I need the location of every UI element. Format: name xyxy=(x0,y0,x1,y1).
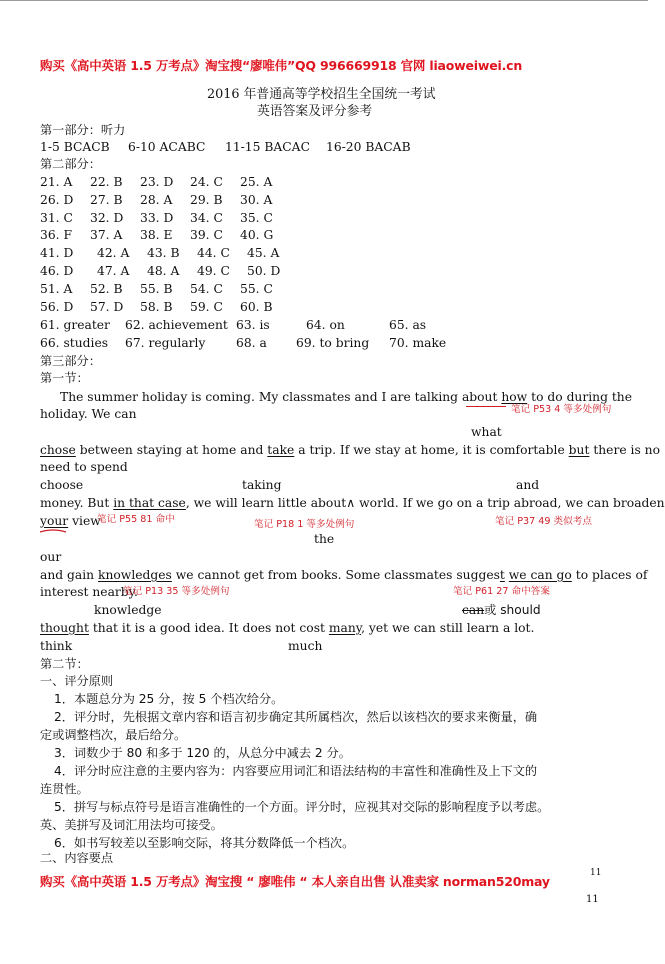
answer-cell: 26. D xyxy=(40,192,74,207)
answer-cell: 31. C xyxy=(40,210,73,225)
note-annotation: 笔记 P37 49 类似考点 xyxy=(495,516,592,527)
error-take: take xyxy=(267,443,295,457)
answer-cell: 51. A xyxy=(40,281,73,296)
answer-cell: 40. G xyxy=(240,228,274,243)
note-annotation: 笔记 P55 81 命中 xyxy=(97,514,175,525)
note-annotation: 笔记 P61 27 命中答案 xyxy=(453,586,550,597)
answer-cell: 52. B xyxy=(90,281,123,296)
error-many: many xyxy=(328,621,362,635)
fill-answer-cell: 69. to bring xyxy=(296,336,370,350)
correction-word: knowledge xyxy=(94,603,162,617)
answer-cell: 33. D xyxy=(140,210,174,225)
correction-word: much xyxy=(288,639,323,653)
red-underline xyxy=(466,406,506,407)
page-number-superscript: 11 xyxy=(590,868,602,878)
answer-cell: 44. C xyxy=(197,246,230,261)
note-annotation: 笔记 P53 4 等多处例句 xyxy=(511,404,612,415)
essay-line: and gain knowledges we cannot get from books. Some classmates suggest we can go to places of xyxy=(40,568,648,582)
essay-line: chose between staying at home and take a trip. If we stay at home, it is comfortable but there is no xyxy=(40,443,660,457)
answer-cell: 48. A xyxy=(147,264,180,278)
answer-cell: 46. D xyxy=(40,264,74,278)
essay-line: money. But in that case, we will learn little about∧ world. If we go on a trip abroad, we can broaden xyxy=(40,496,665,510)
note-annotation: 笔记 P13 35 等多处例句 xyxy=(123,586,230,597)
answer-cell: 23. D xyxy=(140,175,174,189)
answer-cell: 43. B xyxy=(147,246,180,261)
error-knowledges: knowledges xyxy=(98,568,172,582)
section1-heading: 第一节： xyxy=(40,371,89,385)
part2-heading: 第二部分： xyxy=(40,157,101,171)
answer-cell: 34. C xyxy=(190,210,223,225)
answer-cell: 58. B xyxy=(140,299,173,314)
principle-line: 6．如书写较差以至影响交际，将其分数降低一个档次。 xyxy=(54,836,355,850)
error-how: how xyxy=(501,390,528,404)
error-in-that-case: in that case xyxy=(113,496,186,510)
answer-cell: 32. D xyxy=(90,210,124,225)
essay-line: thought that it is a good idea. It does not cost many, yet we can still learn a lot. xyxy=(40,621,535,635)
red-underline xyxy=(38,527,68,535)
answer-cell: 28. A xyxy=(140,192,173,207)
part3-heading: 第三部分： xyxy=(40,354,101,368)
answer-cell: 60. B xyxy=(240,299,273,314)
essay-line: holiday. We can xyxy=(40,407,137,421)
fill-answer-cell: 65. as xyxy=(389,318,427,332)
part1-answers xyxy=(40,139,440,155)
correction-word: can或 should xyxy=(462,603,541,617)
principle-line: 定或调整档次，最后给分。 xyxy=(40,728,187,742)
fill-answer-cell: 68. a xyxy=(236,336,267,350)
fill-answer-cell: 66. studies xyxy=(40,336,109,350)
answer-cell: 56. D xyxy=(40,299,74,314)
top-banner: 购买《高中英语 1.5 万考点》淘宝搜“廖唯伟”QQ 996669918 官网 liaoweiwei.cn xyxy=(40,58,523,73)
bottom-banner: 购买《高中英语 1.5 万考点》淘宝搜 “ 廖唯伟 “ 本人亲自出售 认准卖家 norman520may xyxy=(40,874,550,889)
page-number: 11 xyxy=(586,894,599,905)
answer-cell: 42. A xyxy=(97,246,130,261)
fill-answer-cell: 64. on xyxy=(306,318,345,332)
answer-cell: 24. C xyxy=(190,175,223,189)
principle-line: 2．评分时，先根据文章内容和语言初步确定其所属档次，然后以该档次的要求来衡量，确 xyxy=(54,710,538,724)
exam-title: 2016 年普通高等学校招生全国统一考试 xyxy=(207,87,436,102)
fill-answer-cell: 62. achievement xyxy=(125,318,228,332)
essay-line: The summer holiday is coming. My classmates and I are talking about how to do during the xyxy=(60,390,633,404)
answer-cell: 55. B xyxy=(140,281,173,296)
insert-caret: ∧ xyxy=(346,496,356,510)
listening-answer: 16-20 BACAB xyxy=(326,140,411,154)
answer-cell: 22. B xyxy=(90,175,123,189)
answer-cell: 59. C xyxy=(190,299,223,314)
answer-cell: 30. A xyxy=(240,192,273,207)
listening-answer: 6-10 ACABC xyxy=(128,140,206,154)
listening-answer: 1-5 BCACB xyxy=(40,140,110,154)
error-but: but xyxy=(568,443,590,457)
answer-key-title: 英语答案及评分参考 xyxy=(257,104,373,119)
answer-cell: 29. B xyxy=(190,192,223,207)
part1-heading: 第一部分：听力 xyxy=(40,123,126,137)
note-annotation: 笔记 P18 1 等多处例句 xyxy=(254,519,355,530)
correction-word: what xyxy=(471,425,502,439)
principle-line: 英、美拼写及词汇用法均可接受。 xyxy=(40,818,223,832)
correction-word: taking xyxy=(242,478,282,492)
answer-cell: 57. D xyxy=(90,299,124,314)
answer-cell: 21. A xyxy=(40,175,73,189)
answer-cell: 50. D xyxy=(247,264,281,278)
answer-cell: 54. C xyxy=(190,281,223,296)
section2-heading: 第二节： xyxy=(40,657,89,671)
answer-cell: 45. A xyxy=(247,246,280,261)
error-thought: thought xyxy=(40,621,89,635)
fill-answer-cell: 61. greater xyxy=(40,318,110,332)
principle-line: 1．本题总分为 25 分，按 5 个档次给分。 xyxy=(54,692,284,706)
top-border xyxy=(0,0,648,1)
answer-cell: 25. A xyxy=(240,175,273,189)
answer-cell: 36. F xyxy=(40,228,72,243)
answer-cell: 38. E xyxy=(140,228,173,243)
answer-cell: 39. C xyxy=(190,228,223,243)
principles-heading: 一、评分原则 xyxy=(40,674,114,688)
answer-cell: 49. C xyxy=(197,264,230,278)
principle-line: 5．拼写与标点符号是语言准确性的一个方面。评分时，应视其对交际的影响程度予以考虑。 xyxy=(54,800,550,814)
fill-answer-cell: 70. make xyxy=(389,336,447,350)
correction-word: the xyxy=(314,532,335,546)
essay-line: your view xyxy=(40,514,101,528)
answer-cell: 55. C xyxy=(240,281,273,296)
essay-line: need to spend xyxy=(40,460,128,474)
correction-word: our xyxy=(40,550,62,564)
essay-line: interest nearby. xyxy=(40,585,138,599)
answer-cell: 41. D xyxy=(40,246,74,261)
deleted-word: can xyxy=(462,603,485,617)
fill-answer-cell: 63. is xyxy=(236,318,270,332)
correction-word: choose xyxy=(40,478,84,492)
answer-cell: 37. A xyxy=(90,228,123,243)
principle-line: 3．词数少于 80 和多于 120 的，从总分中减去 2 分。 xyxy=(54,746,351,760)
principle-line: 4．评分时应注意的主要内容为：内容要应用词汇和语法结构的丰富性和准确性及上下文的 xyxy=(54,764,538,778)
listening-answer: 11-15 BACAC xyxy=(225,140,310,154)
error-can: we can go xyxy=(508,568,572,582)
content-heading: 二、内容要点 xyxy=(40,851,114,865)
answer-cell: 35. C xyxy=(240,210,273,225)
error-chose: chose xyxy=(40,443,76,457)
principle-line: 连贯性。 xyxy=(40,782,89,796)
answer-cell: 27. B xyxy=(90,192,123,207)
answer-cell: 47. A xyxy=(97,264,130,278)
error-your: your xyxy=(40,514,69,528)
correction-word: and xyxy=(516,478,540,492)
correction-word: think xyxy=(40,639,73,653)
fill-answer-cell: 67. regularly xyxy=(125,336,206,350)
